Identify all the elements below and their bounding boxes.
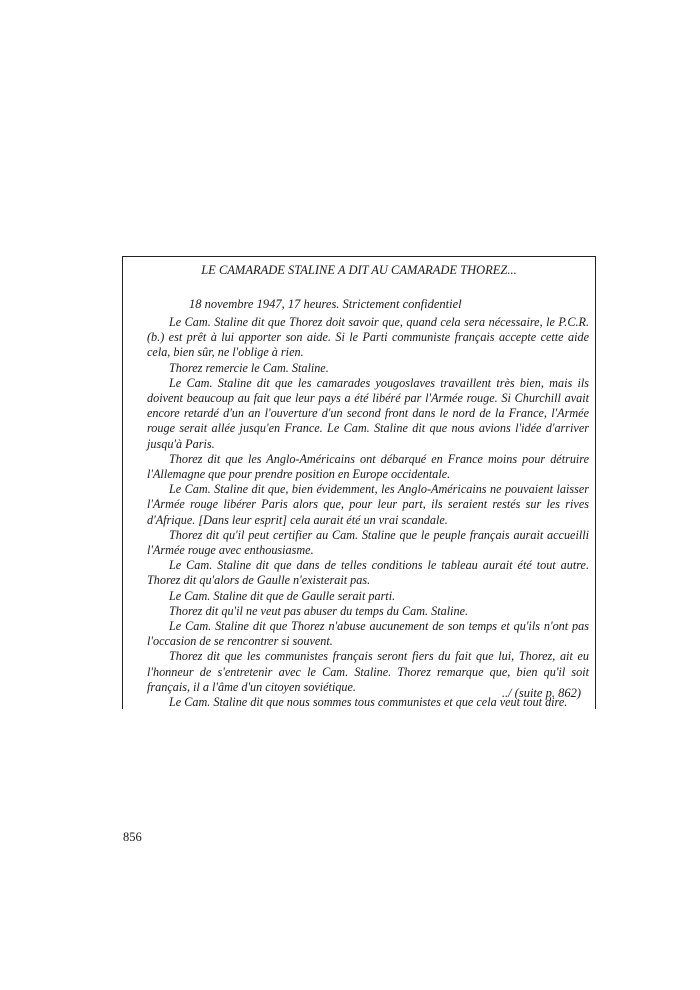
paragraph: Thorez dit que les communistes français seront fiers du fait que lui, Thorez, ait eu l'honneur de s'entretenir avec le Cam. Staline. Thorez remarque que, bien qu'il soit français, il a l'âme d'un citoyen soviétique. bbox=[147, 649, 589, 694]
paragraph: Thorez remercie le Cam. Staline. bbox=[169, 360, 329, 375]
paragraph: Thorez dit que les Anglo-Américains ont débarqué en France moins pour détruire l'Allemagne que pour prendre position en Europe occidentale. bbox=[147, 451, 589, 482]
excerpt-title: LE CAMARADE STALINE A DIT AU CAMARADE THOREZ... bbox=[201, 263, 517, 277]
paragraph: Le Cam. Staline dit que dans de telles conditions le tableau aurait été tout autre. Thorez dit qu'alors de Gaulle n'existerait pas. bbox=[147, 558, 589, 588]
paragraph: Le Cam. Staline dit que nous sommes tous communistes et que cela veut tout dire. bbox=[169, 695, 568, 710]
paragraph: Le Cam. Staline dit que de Gaulle serait parti. bbox=[169, 588, 396, 603]
paragraph: Le Cam. Staline dit que Thorez n'abuse aucunement de son temps et qu'ils n'ont pas l'occasion de se rencontrer si souvent. bbox=[147, 619, 589, 649]
paragraph: Thorez dit qu'il ne veut pas abuser du temps du Cam. Staline. bbox=[169, 603, 469, 618]
paragraph: Le Cam. Staline dit que, bien évidemment, les Anglo-Américains ne pouvaient laisser l'Armée rouge libérer Paris alors que, pour leur part, ils seraient restés sur les rives d'Afrique. [Dans leur esprit] cela aurait été un vrai scandale. bbox=[147, 482, 589, 527]
paragraph: Le Cam. Staline dit que les camarades yougoslaves travaillent très bien, mais ils doivent beaucoup au fait que leur pays a été libéré par l'Armée rouge. Si Churchill avait encore retardé d'un an l'ouverture d'un second front dans le nord de la France, l'Armée rouge serait allée jusqu'en France. Le Cam. Staline dit que nous avions l'idée d'arriver jusqu'à Paris. bbox=[147, 375, 589, 451]
dateline: 18 novembre 1947, 17 heures. Strictement confidentiel bbox=[189, 297, 462, 311]
boxed-excerpt bbox=[122, 256, 596, 709]
excerpt-body bbox=[147, 315, 589, 710]
page-number: 856 bbox=[123, 830, 142, 844]
continuation-note: ../ (suite p. 862) bbox=[501, 686, 581, 700]
paragraph: Thorez dit qu'il peut certifier au Cam. Staline que le peuple français aurait accueilli l'Armée rouge avec enthousiasme. bbox=[147, 527, 589, 558]
paragraph: Le Cam. Staline dit que Thorez doit savoir que, quand cela sera nécessaire, le P.C.R.(b.) est prêt à lui apporter son aide. Si le Parti communiste français accepte cette aide cela, bien sûr, ne l'oblige à rien. bbox=[147, 315, 589, 360]
